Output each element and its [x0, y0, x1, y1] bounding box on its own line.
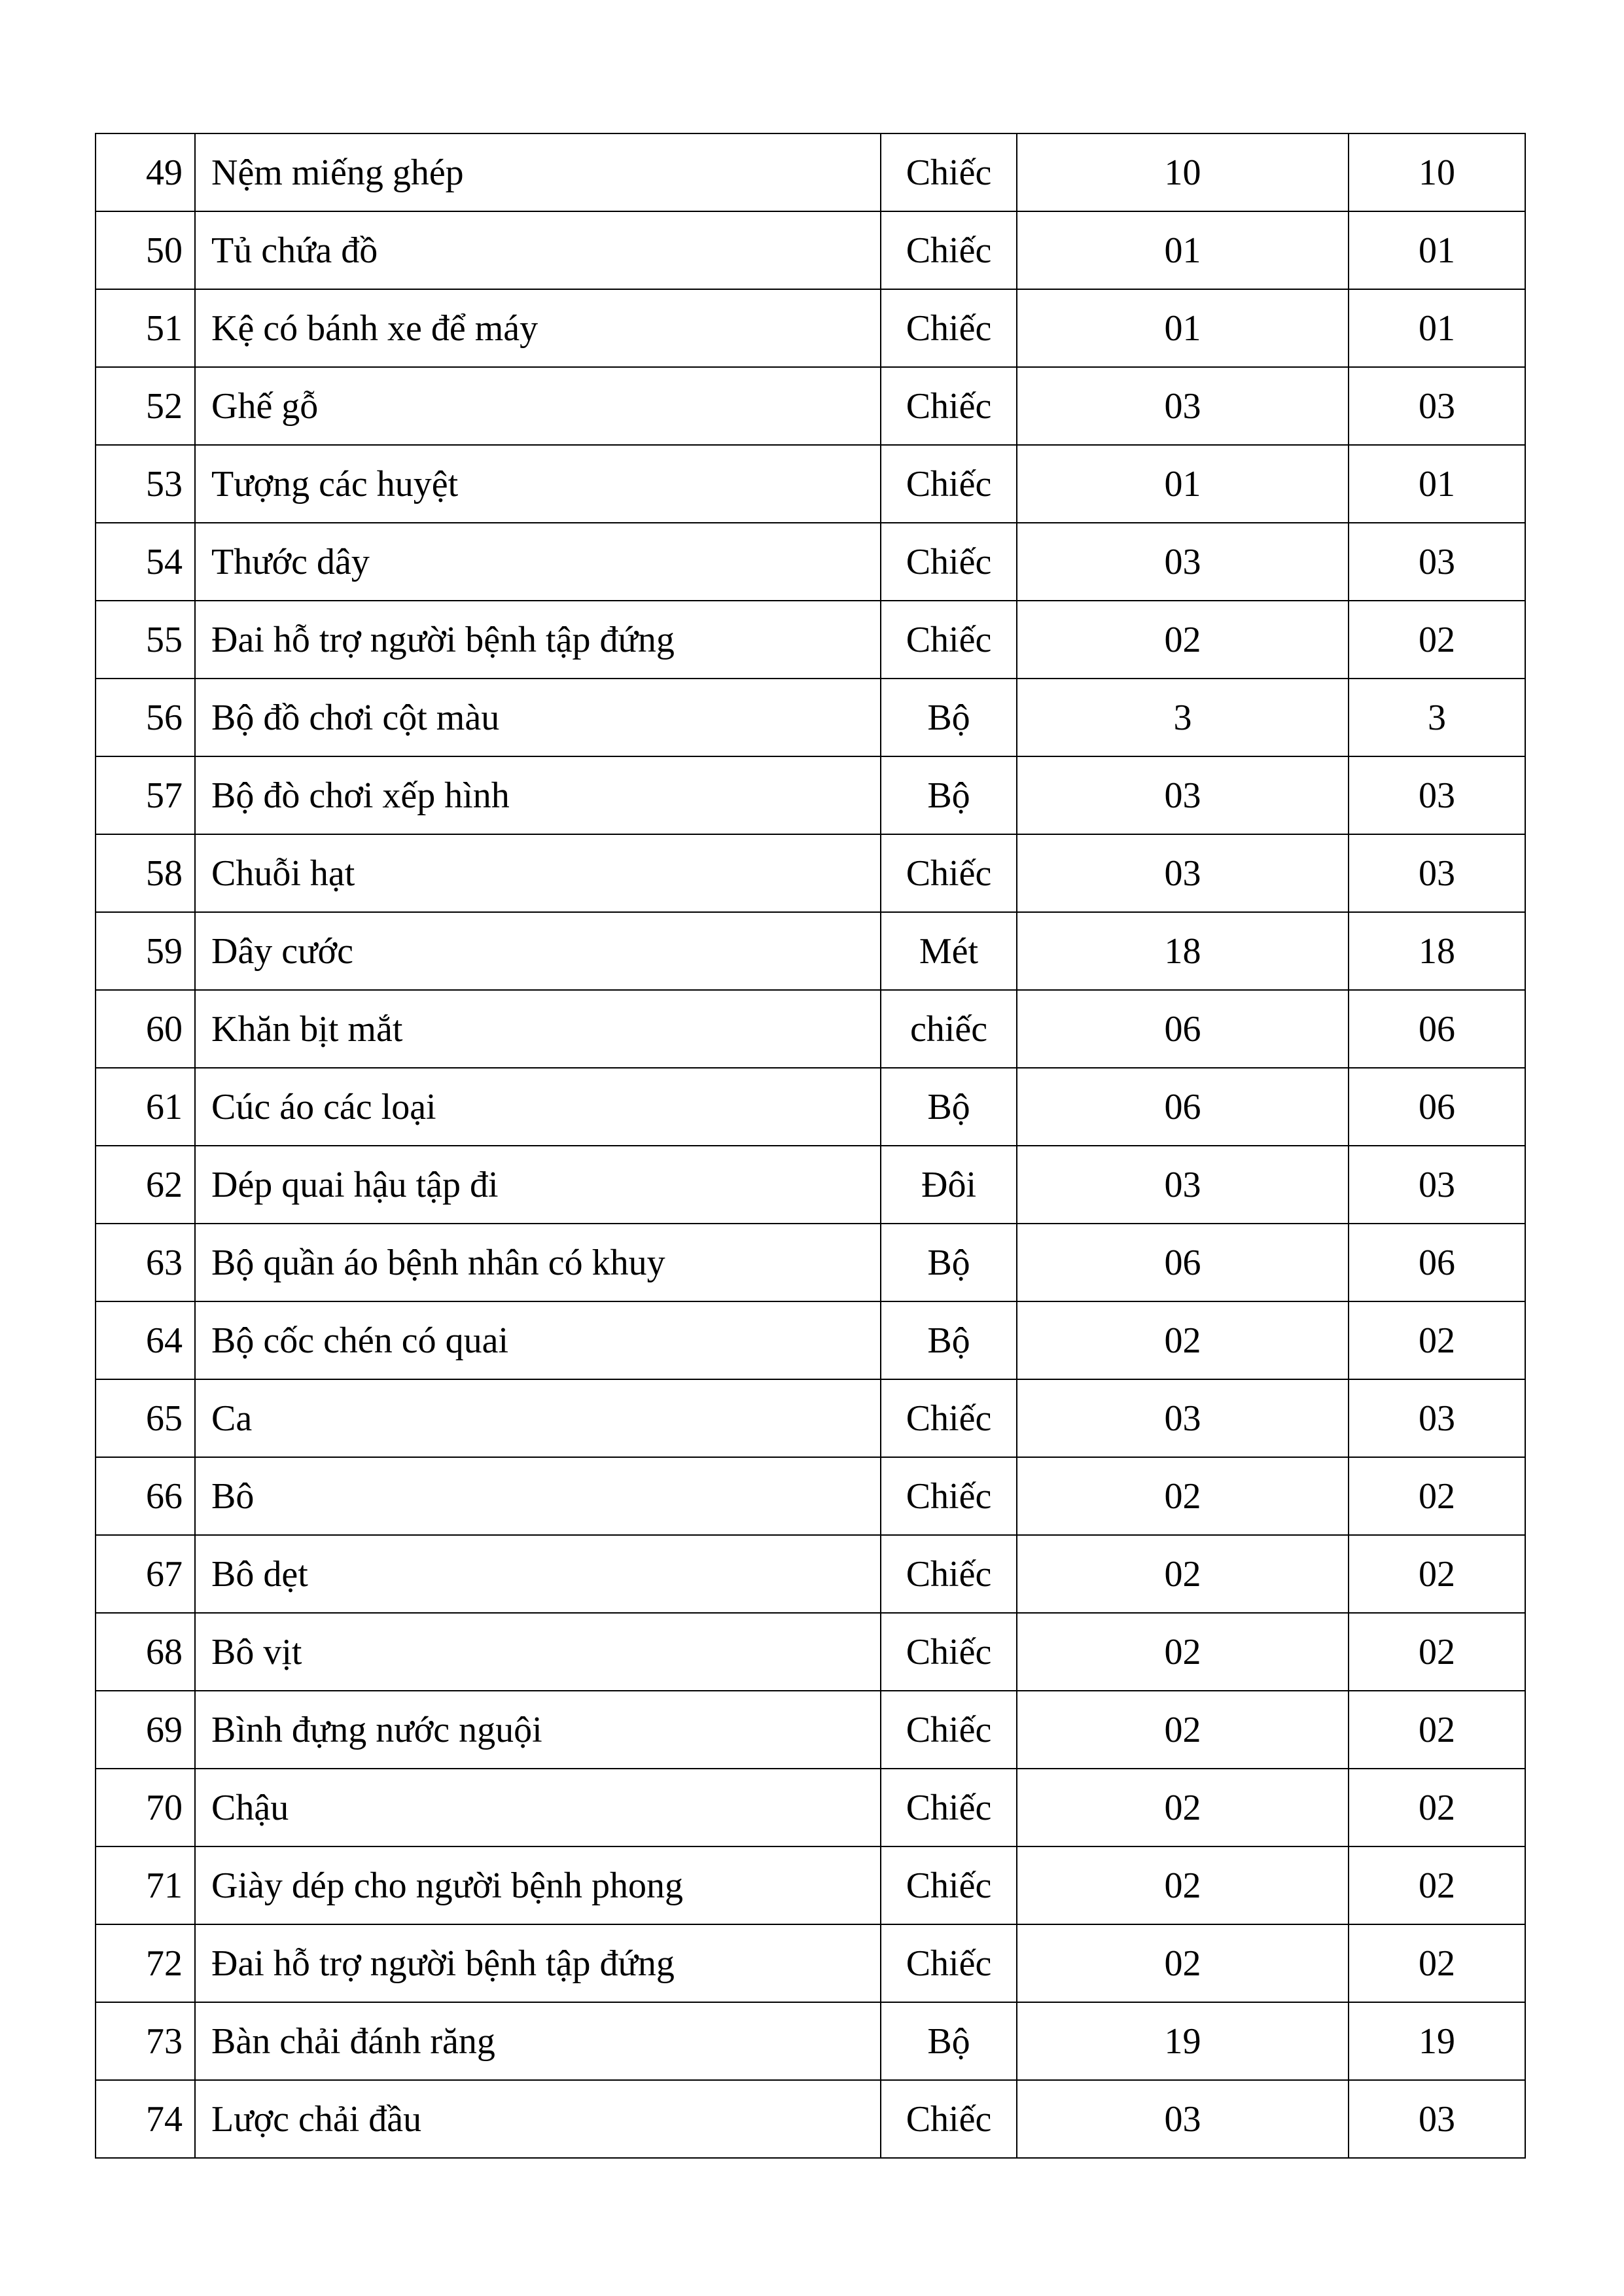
cell-row-number: 63: [96, 1224, 195, 1301]
table-row: [96, 1146, 1525, 1224]
table-row: [96, 1457, 1525, 1535]
cell-item-name: Chậu: [195, 1769, 881, 1846]
cell-unit: Bộ: [881, 1301, 1017, 1379]
cell-row-number: 65: [96, 1379, 195, 1457]
cell-unit: Chiếc: [881, 601, 1017, 679]
cell-quantity-1: 19: [1017, 2002, 1349, 2080]
cell-quantity-1: 01: [1017, 211, 1349, 289]
cell-quantity-1: 02: [1017, 1846, 1349, 1924]
cell-item-name: Chuỗi hạt: [195, 834, 881, 912]
cell-quantity-1: 06: [1017, 990, 1349, 1068]
cell-item-name: Nệm miếng ghép: [195, 133, 881, 211]
cell-item-name: Ca: [195, 1379, 881, 1457]
cell-quantity-1: 02: [1017, 1691, 1349, 1769]
table-row: [96, 679, 1525, 756]
cell-row-number: 55: [96, 601, 195, 679]
table-row: [96, 2002, 1525, 2080]
cell-quantity-2: 01: [1349, 211, 1525, 289]
cell-quantity-1: 3: [1017, 679, 1349, 756]
cell-unit: chiếc: [881, 990, 1017, 1068]
cell-row-number: 59: [96, 912, 195, 990]
cell-quantity-2: 01: [1349, 289, 1525, 367]
table-row: [96, 133, 1525, 211]
cell-item-name: Bộ quần áo bệnh nhân có khuy: [195, 1224, 881, 1301]
cell-unit: Chiếc: [881, 133, 1017, 211]
table-row: [96, 1691, 1525, 1769]
cell-unit: Chiếc: [881, 1613, 1017, 1691]
cell-item-name: Bộ đồ chơi cột màu: [195, 679, 881, 756]
cell-item-name: Bô dẹt: [195, 1535, 881, 1613]
cell-unit: Chiếc: [881, 1769, 1017, 1846]
cell-quantity-2: 02: [1349, 1691, 1525, 1769]
cell-row-number: 53: [96, 445, 195, 523]
table-row: [96, 1613, 1525, 1691]
table-row: [96, 1769, 1525, 1846]
cell-quantity-1: 03: [1017, 756, 1349, 834]
cell-quantity-2: 18: [1349, 912, 1525, 990]
table-row: [96, 1924, 1525, 2002]
cell-quantity-1: 03: [1017, 1379, 1349, 1457]
cell-row-number: 61: [96, 1068, 195, 1146]
cell-quantity-2: 3: [1349, 679, 1525, 756]
table-row: [96, 756, 1525, 834]
cell-item-name: Bô: [195, 1457, 881, 1535]
table-row: [96, 1846, 1525, 1924]
cell-item-name: Tượng các huyệt: [195, 445, 881, 523]
cell-unit: Chiếc: [881, 834, 1017, 912]
cell-quantity-1: 02: [1017, 1301, 1349, 1379]
table-row: [96, 1535, 1525, 1613]
cell-row-number: 52: [96, 367, 195, 445]
cell-row-number: 64: [96, 1301, 195, 1379]
cell-item-name: Khăn bịt mắt: [195, 990, 881, 1068]
cell-quantity-2: 03: [1349, 1379, 1525, 1457]
cell-item-name: Đai hỗ trợ người bệnh tập đứng: [195, 601, 881, 679]
cell-quantity-2: 10: [1349, 133, 1525, 211]
cell-unit: Chiếc: [881, 211, 1017, 289]
cell-item-name: Bô vịt: [195, 1613, 881, 1691]
cell-quantity-2: 03: [1349, 756, 1525, 834]
cell-quantity-1: 10: [1017, 133, 1349, 211]
cell-item-name: Giày dép cho người bệnh phong: [195, 1846, 881, 1924]
cell-row-number: 72: [96, 1924, 195, 2002]
table-row: [96, 1224, 1525, 1301]
table-row: [96, 601, 1525, 679]
cell-row-number: 73: [96, 2002, 195, 2080]
cell-item-name: Lược chải đầu: [195, 2080, 881, 2158]
cell-item-name: Tủ chứa đồ: [195, 211, 881, 289]
cell-quantity-2: 02: [1349, 1846, 1525, 1924]
cell-quantity-2: 03: [1349, 834, 1525, 912]
cell-item-name: Bộ cốc chén có quai: [195, 1301, 881, 1379]
cell-item-name: Bộ đò chơi xếp hình: [195, 756, 881, 834]
cell-quantity-2: 19: [1349, 2002, 1525, 2080]
cell-quantity-1: 03: [1017, 1146, 1349, 1224]
cell-unit: Chiếc: [881, 1846, 1017, 1924]
cell-unit: Chiếc: [881, 1691, 1017, 1769]
cell-quantity-1: 18: [1017, 912, 1349, 990]
cell-unit: Chiếc: [881, 289, 1017, 367]
cell-item-name: Cúc áo các loại: [195, 1068, 881, 1146]
cell-quantity-2: 03: [1349, 2080, 1525, 2158]
cell-quantity-1: 03: [1017, 834, 1349, 912]
table-body: [96, 133, 1525, 2158]
cell-unit: Chiếc: [881, 1457, 1017, 1535]
cell-row-number: 50: [96, 211, 195, 289]
cell-quantity-2: 06: [1349, 990, 1525, 1068]
table-row: [96, 211, 1525, 289]
cell-row-number: 51: [96, 289, 195, 367]
cell-row-number: 68: [96, 1613, 195, 1691]
cell-unit: Chiếc: [881, 523, 1017, 601]
cell-row-number: 58: [96, 834, 195, 912]
cell-quantity-1: 02: [1017, 1613, 1349, 1691]
cell-quantity-2: 02: [1349, 1535, 1525, 1613]
cell-quantity-1: 03: [1017, 2080, 1349, 2158]
cell-unit: Bộ: [881, 1068, 1017, 1146]
table-row: [96, 1301, 1525, 1379]
table-row: [96, 1379, 1525, 1457]
cell-item-name: Dây cước: [195, 912, 881, 990]
cell-quantity-2: 03: [1349, 367, 1525, 445]
cell-unit: Mét: [881, 912, 1017, 990]
table-row: [96, 445, 1525, 523]
cell-quantity-2: 02: [1349, 601, 1525, 679]
cell-unit: Bộ: [881, 679, 1017, 756]
cell-row-number: 54: [96, 523, 195, 601]
cell-unit: Bộ: [881, 2002, 1017, 2080]
cell-item-name: Thước dây: [195, 523, 881, 601]
equipment-table: [95, 133, 1526, 2159]
table-row: [96, 289, 1525, 367]
cell-unit: Chiếc: [881, 2080, 1017, 2158]
cell-quantity-2: 02: [1349, 1457, 1525, 1535]
cell-unit: Chiếc: [881, 1379, 1017, 1457]
cell-row-number: 67: [96, 1535, 195, 1613]
cell-quantity-1: 02: [1017, 1535, 1349, 1613]
cell-row-number: 71: [96, 1846, 195, 1924]
cell-unit: Chiếc: [881, 367, 1017, 445]
table-row: [96, 912, 1525, 990]
cell-quantity-2: 03: [1349, 523, 1525, 601]
cell-row-number: 62: [96, 1146, 195, 1224]
cell-row-number: 66: [96, 1457, 195, 1535]
cell-row-number: 74: [96, 2080, 195, 2158]
cell-quantity-2: 02: [1349, 1613, 1525, 1691]
cell-row-number: 60: [96, 990, 195, 1068]
table-row: [96, 523, 1525, 601]
cell-unit: Chiếc: [881, 1535, 1017, 1613]
cell-item-name: Bàn chải đánh răng: [195, 2002, 881, 2080]
cell-row-number: 56: [96, 679, 195, 756]
cell-quantity-1: 01: [1017, 445, 1349, 523]
cell-item-name: Ghế gỗ: [195, 367, 881, 445]
cell-quantity-1: 06: [1017, 1224, 1349, 1301]
cell-item-name: Đai hỗ trợ người bệnh tập đứng: [195, 1924, 881, 2002]
cell-row-number: 49: [96, 133, 195, 211]
cell-quantity-2: 02: [1349, 1924, 1525, 2002]
table-row: [96, 1068, 1525, 1146]
table-row: [96, 834, 1525, 912]
cell-unit: Bộ: [881, 756, 1017, 834]
cell-item-name: Kệ có bánh xe để máy: [195, 289, 881, 367]
cell-quantity-1: 03: [1017, 367, 1349, 445]
table-row: [96, 2080, 1525, 2158]
cell-item-name: Dép quai hậu tập đi: [195, 1146, 881, 1224]
cell-quantity-2: 03: [1349, 1146, 1525, 1224]
cell-unit: Chiếc: [881, 445, 1017, 523]
cell-quantity-1: 01: [1017, 289, 1349, 367]
cell-quantity-2: 01: [1349, 445, 1525, 523]
cell-quantity-1: 02: [1017, 1769, 1349, 1846]
cell-unit: Bộ: [881, 1224, 1017, 1301]
cell-row-number: 70: [96, 1769, 195, 1846]
cell-row-number: 69: [96, 1691, 195, 1769]
table-row: [96, 367, 1525, 445]
cell-quantity-1: 06: [1017, 1068, 1349, 1146]
cell-row-number: 57: [96, 756, 195, 834]
cell-quantity-2: 06: [1349, 1068, 1525, 1146]
cell-quantity-2: 06: [1349, 1224, 1525, 1301]
cell-quantity-1: 02: [1017, 601, 1349, 679]
cell-quantity-1: 03: [1017, 523, 1349, 601]
cell-item-name: Bình đựng nước nguội: [195, 1691, 881, 1769]
cell-unit: Chiếc: [881, 1924, 1017, 2002]
table-row: [96, 990, 1525, 1068]
cell-quantity-1: 02: [1017, 1924, 1349, 2002]
cell-unit: Đôi: [881, 1146, 1017, 1224]
cell-quantity-2: 02: [1349, 1769, 1525, 1846]
cell-quantity-2: 02: [1349, 1301, 1525, 1379]
cell-quantity-1: 02: [1017, 1457, 1349, 1535]
